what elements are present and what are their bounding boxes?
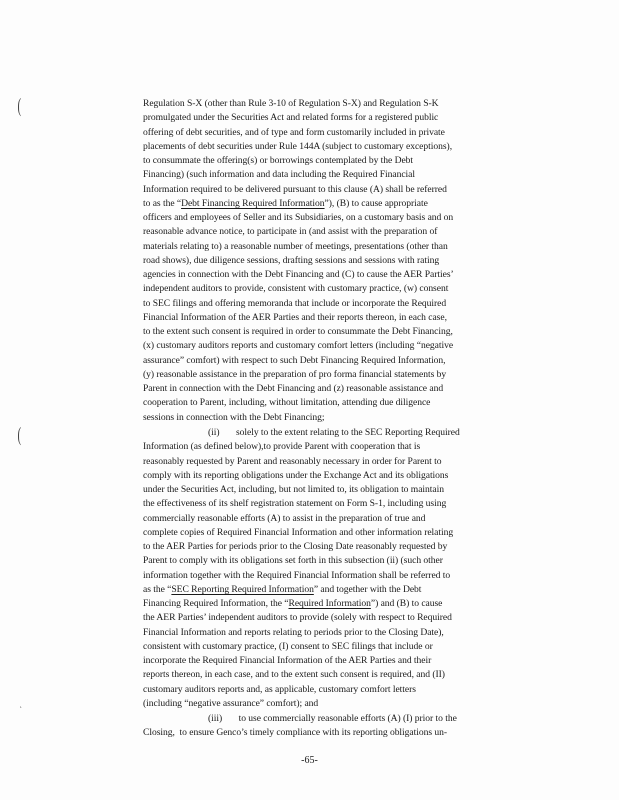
text-segment: as the “ — [143, 583, 172, 595]
text-segment: ”) and (B) to cause — [370, 598, 443, 609]
text-line: road shows), due diligence sessions, drafting sessions and sessions with rating — [143, 254, 440, 266]
text-line: to consummate the offering(s) or borrowings contemplated by the Debt — [143, 155, 414, 166]
text-line: independent auditors to provide, consistent with customary practice, (w) consent — [143, 283, 449, 295]
paragraph-sec-reporting — [143, 426, 526, 711]
paragraph-commercial-efforts — [143, 712, 526, 741]
text-line: the effectiveness of its shelf registration statement on Form S-1, including using — [143, 498, 447, 510]
scan-mark-bottom: ˌ — [16, 697, 23, 710]
text-line: cooperation to Parent, including, without limitation, attending due diligence — [143, 397, 431, 409]
text-line — [143, 597, 526, 611]
text-segment: ” and together with the Debt — [313, 583, 422, 595]
text-line: Parent in connection with the Debt Financing and (z) reasonable assistance and — [143, 383, 444, 394]
text-line: materials relating to) a reasonable number of meetings, presentations (other than — [143, 240, 448, 252]
text-line: under the Securities Act, including, but not limited to, its obligation to maintain — [143, 484, 444, 495]
text-line: consistent with customary practice, (I) consent to SEC filings that include or — [143, 640, 433, 652]
scan-mark-middle: ( — [17, 424, 22, 446]
text-line: reasonable advance notice, to participate in (and assist with the preparation of — [143, 226, 438, 238]
text-segment: to as the “ — [143, 197, 182, 209]
text-line: officers and employees of Seller and its Subsidiaries, on a customary basis and on — [143, 212, 454, 223]
text-line: (including “negative assurance” comfort); and — [143, 697, 319, 709]
text-line: Parent to comply with its obligations set forth in this subsection (ii) (such other — [143, 555, 443, 567]
text-line: (y) reasonable assistance in the preparation of pro forma financial statements by — [143, 368, 447, 380]
text-segment: ”), (B) to cause appropriate — [324, 197, 428, 209]
page-number: -65- — [301, 755, 318, 766]
text-line: Information (as defined below),to provide Parent with cooperation that is — [143, 441, 421, 453]
text-line: (ii) solely to the extent relating to the SEC Reporting Required — [208, 427, 460, 438]
text-line: commercially reasonable efforts (A) to assist in the preparation of true and — [143, 512, 426, 524]
text-line: Closing, to ensure Genco’s timely compliance with its reporting obligations un- — [143, 727, 448, 739]
text-line: Financial Information of the AER Parties and their reports thereon, in each case, — [143, 311, 447, 323]
text-line: Regulation S-X (other than Rule 3-10 of Regulation S-X) and Regulation S-K — [143, 98, 439, 109]
text-segment: Financing Required Information, the “ — [143, 598, 289, 609]
paragraph-debt-financing — [143, 97, 526, 425]
text-line: reasonably requested by Parent and reasonably necessary in order for Parent to — [143, 455, 442, 467]
text-line: Information required to be delivered pursuant to this clause (A) shall be referred — [143, 183, 447, 195]
text-line: complete copies of Required Financial Information and other information relating — [143, 526, 454, 538]
text-line: sessions in connection with the Debt Financing; — [143, 411, 325, 423]
text-line: assurance” comfort) with respect to such Debt Financing Required Information, — [143, 354, 446, 366]
text-line: agencies in connection with the Debt Financing and (C) to cause the AER Parties’ — [143, 269, 454, 280]
text-line: promulgated under the Securities Act and related forms for a registered public — [143, 112, 439, 124]
text-line: Financial Information and reports relating to periods prior to the Closing Date), — [143, 626, 444, 638]
text-line: incorporate the Required Financial Information of the AER Parties and their — [143, 655, 432, 666]
text-line: to the AER Parties for periods prior to the Closing Date reasonably requested by — [143, 541, 448, 552]
text-line: the AER Parties’ independent auditors to provide (solely with respect to Required — [143, 612, 452, 624]
text-line: reports thereon, in each case, and to the extent such consent is required, and (II) — [143, 669, 445, 681]
text-line: information together with the Required Financial Information shall be referred to — [143, 569, 451, 581]
text-line: offering of debt securities, and of type and form customarily included in private — [143, 126, 445, 138]
text-line: Financing) (such information and data including the Required Financial — [143, 169, 415, 181]
text-line: to SEC filings and offering memoranda that include or incorporate the Required — [143, 297, 447, 309]
defined-term: Debt Financing Required Information — [181, 197, 325, 209]
text-line: (iii) to use commercially reasonable efforts (A) (I) prior to the — [208, 713, 457, 724]
defined-term: Required Information — [288, 598, 371, 609]
text-line — [143, 197, 526, 211]
text-line: comply with its reporting obligations under the Exchange Act and its obligations — [143, 469, 449, 481]
text-line: customary auditors reports and, as applicable, customary comfort letters — [143, 683, 416, 695]
defined-term: SEC Reporting Required Information — [171, 583, 314, 595]
text-line: (x) customary auditors reports and customary comfort letters (including “negative — [143, 340, 454, 352]
text-line — [143, 583, 526, 597]
scan-mark-top: ( — [17, 95, 22, 117]
text-line: placements of debt securities under Rule 144A (subject to customary exceptions), — [143, 140, 453, 152]
text-line: to the extent such consent is required in order to consummate the Debt Financing, — [143, 326, 453, 337]
